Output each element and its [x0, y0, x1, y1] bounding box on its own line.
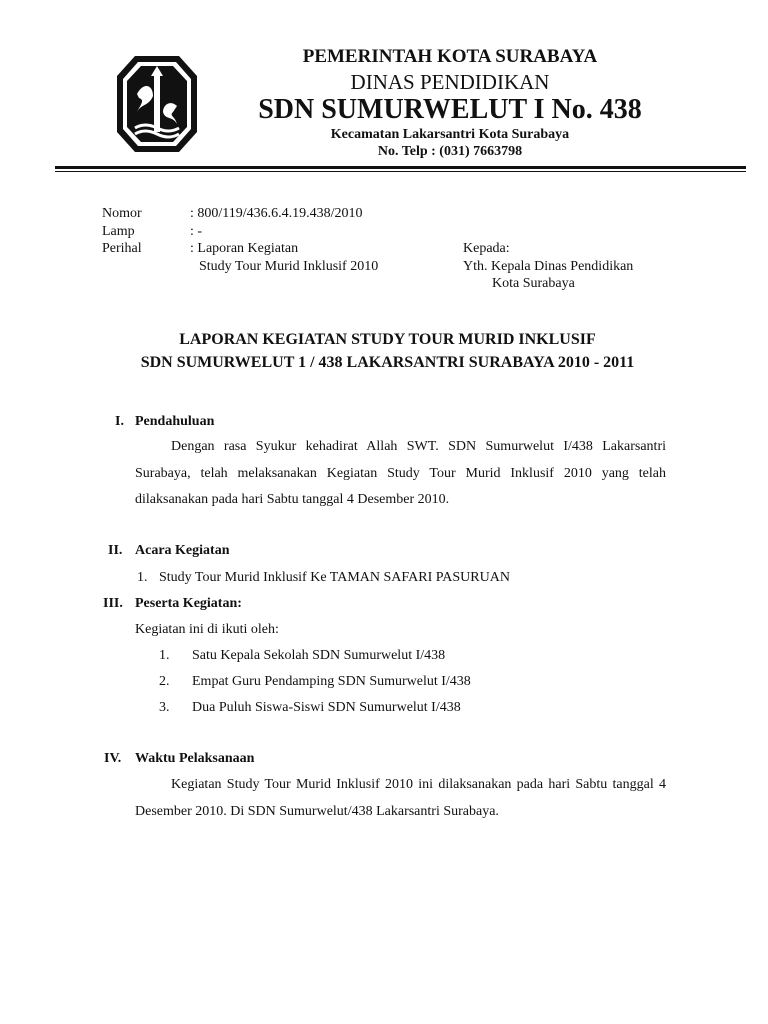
section-2-item-number: 1.	[137, 570, 148, 585]
section-3-title: Peserta Kegiatan:	[135, 596, 242, 611]
section-2-title: Acara Kegiatan	[135, 543, 230, 558]
list-item: Dua Puluh Siswa-Siswi SDN Sumurwelut I/438	[192, 700, 461, 715]
section-1-number: I.	[115, 414, 124, 429]
perihal-value-line1: : Laporan Kegiatan	[190, 241, 299, 256]
letterhead-government: PEMERINTAH KOTA SURABAYA	[302, 46, 598, 67]
section-4-body	[135, 772, 666, 825]
letterhead-divider-thin	[55, 171, 746, 172]
recipient-title: Yth. Kepala Dinas Pendidikan	[463, 259, 634, 274]
section-2-item: Study Tour Murid Inklusif Ke TAMAN SAFARI PASURUAN	[159, 570, 510, 585]
list-item: Empat Guru Pendamping SDN Sumurwelut I/438	[192, 674, 471, 689]
nomor-value: : 800/119/436.6.4.19.438/2010	[190, 206, 363, 221]
section-4-body-text: Kegiatan Study Tour Murid Inklusif 2010 ini dilaksanakan pada hari Sabtu tanggal 4 Desember 2010. Di SDN Sumurwelut/438 Lakarsantri Surabaya.	[135, 777, 666, 819]
nomor-label: Nomor	[102, 206, 142, 221]
letterhead-school-name: SDN SUMURWELUT I No. 438	[258, 94, 642, 125]
section-3-intro: Kegiatan ini di ikuti oleh:	[135, 622, 279, 637]
section-1-title: Pendahuluan	[135, 414, 215, 429]
perihal-value-line2: Study Tour Murid Inklusif 2010	[199, 259, 379, 274]
section-1-body	[135, 434, 666, 514]
section-1-body-text: Dengan rasa Syukur kehadirat Allah SWT. SDN Sumurwelut I/438 Lakarsantri Surabaya, telah melaksanakan Kegiatan Study Tour Murid Inklusif 2010 yang telah dilaksanakan pada hari Sabtu tanggal 4 Desember 2010.	[135, 439, 666, 507]
report-title-line2: SDN SUMURWELUT 1 / 438 LAKARSANTRI SURABAYA 2010 - 2011	[140, 354, 635, 371]
section-4-title: Waktu Pelaksanaan	[135, 751, 255, 766]
perihal-label: Perihal	[102, 241, 142, 256]
letterhead-divider-thick	[55, 166, 746, 169]
letterhead-phone: No. Telp : (031) 7663798	[377, 144, 523, 159]
list-item-number: 2.	[159, 674, 170, 689]
section-3-number: III.	[103, 596, 123, 611]
letterhead-district: Kecamatan Lakarsantri Kota Surabaya	[330, 127, 570, 142]
section-2-number: II.	[108, 543, 123, 558]
section-4-number: IV.	[104, 751, 122, 766]
lamp-label: Lamp	[102, 224, 135, 239]
list-item-number: 1.	[159, 648, 170, 663]
recipient-kepada: Kepada:	[463, 241, 510, 256]
report-title-line1: LAPORAN KEGIATAN STUDY TOUR MURID INKLUSIF	[179, 331, 596, 348]
list-item-number: 3.	[159, 700, 170, 715]
list-item: Satu Kepala Sekolah SDN Sumurwelut I/438	[192, 648, 446, 663]
surabaya-crest-icon	[115, 54, 199, 154]
recipient-city: Kota Surabaya	[492, 276, 575, 291]
letterhead-department: DINAS PENDIDIKAN	[350, 70, 550, 94]
lamp-value: : -	[190, 224, 203, 239]
